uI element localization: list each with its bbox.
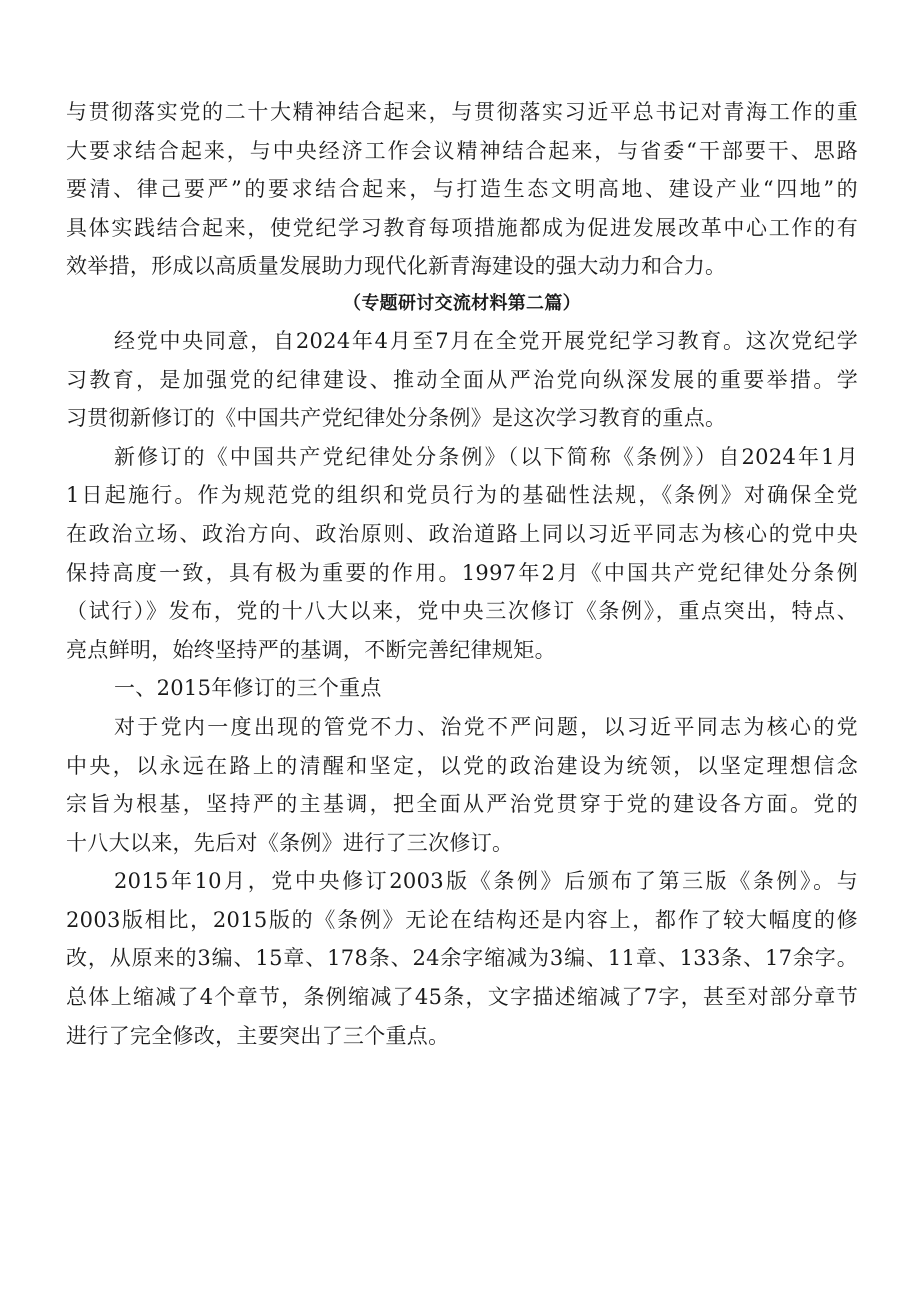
paragraph-line: 在政治立场、政治方向、政治原则、政治道路上同以习近平同志为核心的党中央 <box>66 521 858 546</box>
paragraph-line: 要清、律己要严”的要求结合起来，与打造生态文明高地、建设产业“四地”的 <box>66 177 858 202</box>
paragraph-line: 经党中央同意，自2024年4月至7月在全党开展党纪学习教育。这次党纪学 <box>114 328 858 353</box>
paragraph-line: 2015年10月，党中央修订2003版《条例》后颁布了第三版《条例》。与 <box>114 869 858 894</box>
paragraph-line: 对于党内一度出现的管党不力、治党不严问题，以习近平同志为核心的党 <box>114 714 858 739</box>
paragraph-line: 2003版相比，2015版的《条例》无论在结构还是内容上，都作了较大幅度的修 <box>66 907 858 932</box>
paragraph-line: 总体上缩减了4个章节，条例缩减了45条，文字描述缩减了7字，甚至对部分章节 <box>66 985 858 1010</box>
paragraph-line: 习教育，是加强党的纪律建设、推动全面从严治党向纵深发展的重要举措。学 <box>66 367 858 392</box>
paragraph-line: 进行了完全修改，主要突出了三个重点。 <box>66 1023 450 1048</box>
paragraph-line: 中央，以永远在路上的清醒和坚定，以党的政治建设为统领，以坚定理想信念 <box>66 753 858 778</box>
paragraph-line: 改，从原来的3编、15章、178条、24余字缩减为3编、11章、133条、17余字。 <box>66 946 858 971</box>
paragraph-line: 保持高度一致，具有极为重要的作用。1997年2月《中国共产党纪律处分条例 <box>66 560 858 585</box>
paragraph-line: 宗旨为根基，坚持严的主基调，把全面从严治党贯穿于党的建设各方面。党的 <box>66 792 858 817</box>
paragraph-line: 效举措，形成以高质量发展助力现代化新青海建设的强大动力和合力。 <box>66 254 727 279</box>
paragraph-line: 亮点鲜明，始终坚持严的基调，不断完善纪律规矩。 <box>66 637 556 662</box>
paragraph-line: 十八大以来，先后对《条例》进行了三次修订。 <box>66 830 514 855</box>
paragraph-line: （试行）》发布，党的十八大以来，党中央三次修订《条例》，重点突出，特点、 <box>66 599 858 624</box>
section-heading: （专题研讨交流材料第二篇） <box>343 292 581 314</box>
paragraph-line: 具体实践结合起来，使党纪学习教育每项措施都成为促进发展改革中心工作的有 <box>66 215 858 240</box>
subsection-heading: 一、2015年修订的三个重点 <box>114 676 382 701</box>
paragraph-line: 习贯彻新修订的《中国共产党纪律处分条例》是这次学习教育的重点。 <box>66 406 727 431</box>
paragraph-line: 1日起施行。作为规范党的组织和党员行为的基础性法规，《条例》对确保全党 <box>66 483 858 508</box>
paragraph-line: 与贯彻落实党的二十大精神结合起来，与贯彻落实习近平总书记对青海工作的重 <box>66 100 858 124</box>
paragraph-line: 大要求结合起来，与中央经济工作会议精神结合起来，与省委“干部要干、思路 <box>66 138 858 163</box>
document-body <box>66 93 858 1055</box>
paragraph-line: 新修订的《中国共产党纪律处分条例》（以下简称《条例》）自2024年1月 <box>114 444 858 469</box>
